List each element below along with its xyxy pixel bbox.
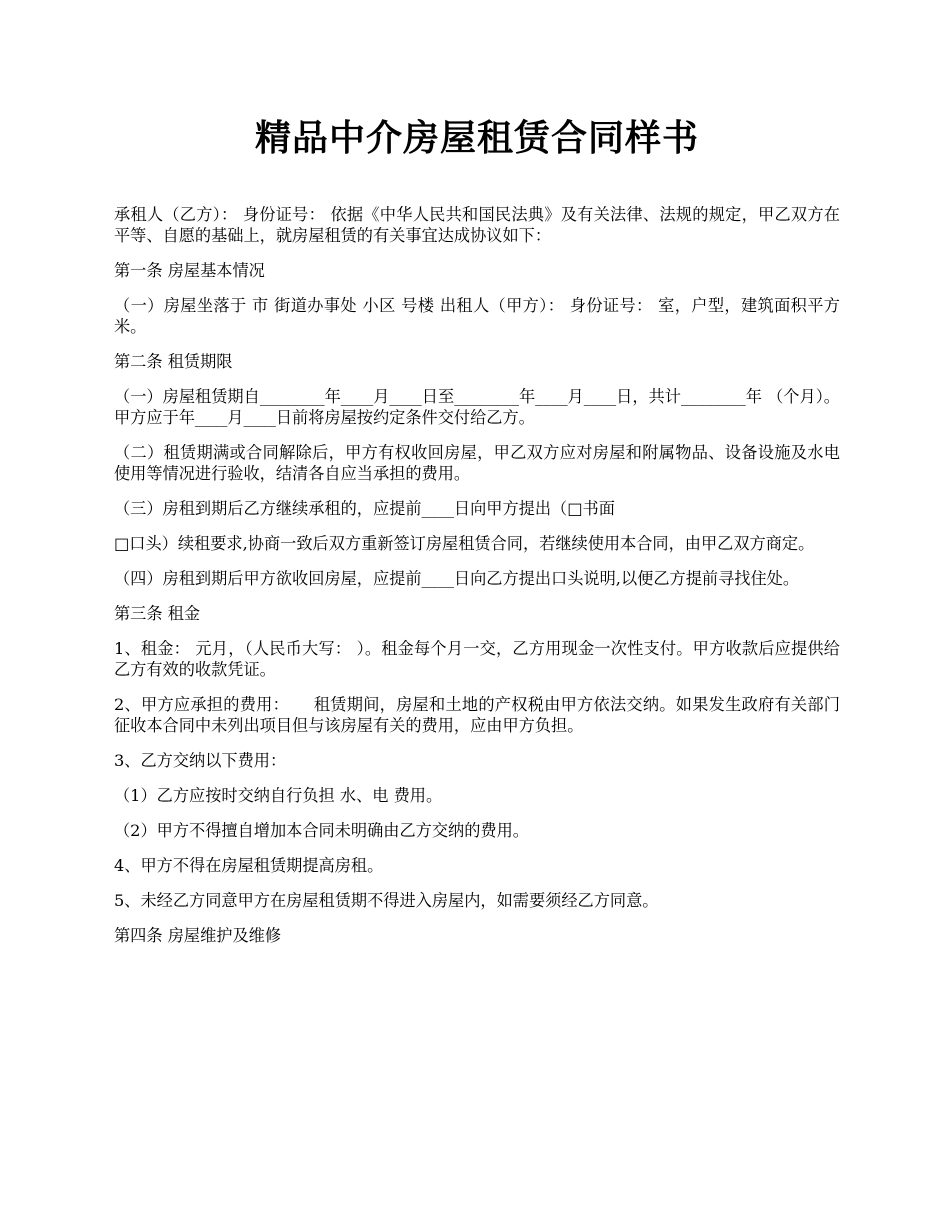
- article-3-item-3: 3、乙方交纳以下费用：: [114, 751, 287, 770]
- article-3-item-2: 2、甲方应承担的费用： 租赁期间，房屋和土地的产权税由甲方依法交纳。如果发生政府有关部门征收本合同中未列出项目但与该房屋有关的费用，应由甲方负担。: [114, 695, 840, 735]
- article-2-clause-3-continued: □口头）续租要求,协商一致后双方重新签订房屋租赁合同，若继续使用本合同，由甲乙双方商定。: [114, 534, 815, 553]
- section-heading-article-2: 第二条 租赁期限: [114, 352, 233, 371]
- section-heading-article-4: 第四条 房屋维护及维修: [114, 926, 282, 945]
- section-heading-article-3: 第三条 租金: [114, 604, 201, 623]
- preamble-paragraph: 承租人（乙方）： 身份证号： 依据《中华人民共和国民法典》及有关法律、法规的规定，甲乙双方在平等、自愿的基础上，就房屋租赁的有关事宜达成协议如下：: [114, 205, 840, 245]
- article-3-item-3-sub-1: （1）乙方应按时交纳自行负担 水、电 费用。: [114, 786, 443, 805]
- document-title: 精品中介房屋租赁合同样书: [254, 117, 699, 159]
- article-3-item-3-sub-2: （2）甲方不得擅自增加本合同未明确由乙方交纳的费用。: [114, 821, 529, 840]
- article-3-item-1: 1、租金： 元月，（人民币大写： ）。租金每个月一交，乙方用现金一次性支付。甲方收款后应提供给乙方有效的收款凭证。: [114, 639, 840, 679]
- article-2-clause-1: （一）房屋租赁期自________年____月____日至________年____月____日，共计________年 （个月）。甲方应于年____月____日前将房屋按约定条件交付给乙方。: [114, 387, 840, 427]
- article-3-item-4: 4、甲方不得在房屋租赁期提高房租。: [114, 856, 384, 875]
- article-2-clause-4: （四）房租到期后甲方欲收回房屋，应提前____日向乙方提出口头说明,以便乙方提前寻找住处。: [114, 569, 800, 588]
- article-1-clause-1: （一）房屋坐落于 市 街道办事处 小区 号楼 出租人（甲方）： 身份证号： 室，户型，建筑面积平方米。: [114, 296, 840, 336]
- article-2-clause-2: （二）租赁期满或合同解除后，甲方有权收回房屋，甲乙双方应对房屋和附属物品、设备设施及水电使用等情况进行验收，结清各自应当承担的费用。: [114, 443, 840, 483]
- article-3-item-5: 5、未经乙方同意甲方在房屋租赁期不得进入房屋内，如需要须经乙方同意。: [114, 891, 659, 910]
- article-2-clause-3: （三）房租到期后乙方继续承租的，应提前____日向甲方提出（□书面: [114, 499, 615, 518]
- section-heading-article-1: 第一条 房屋基本情况: [114, 261, 265, 280]
